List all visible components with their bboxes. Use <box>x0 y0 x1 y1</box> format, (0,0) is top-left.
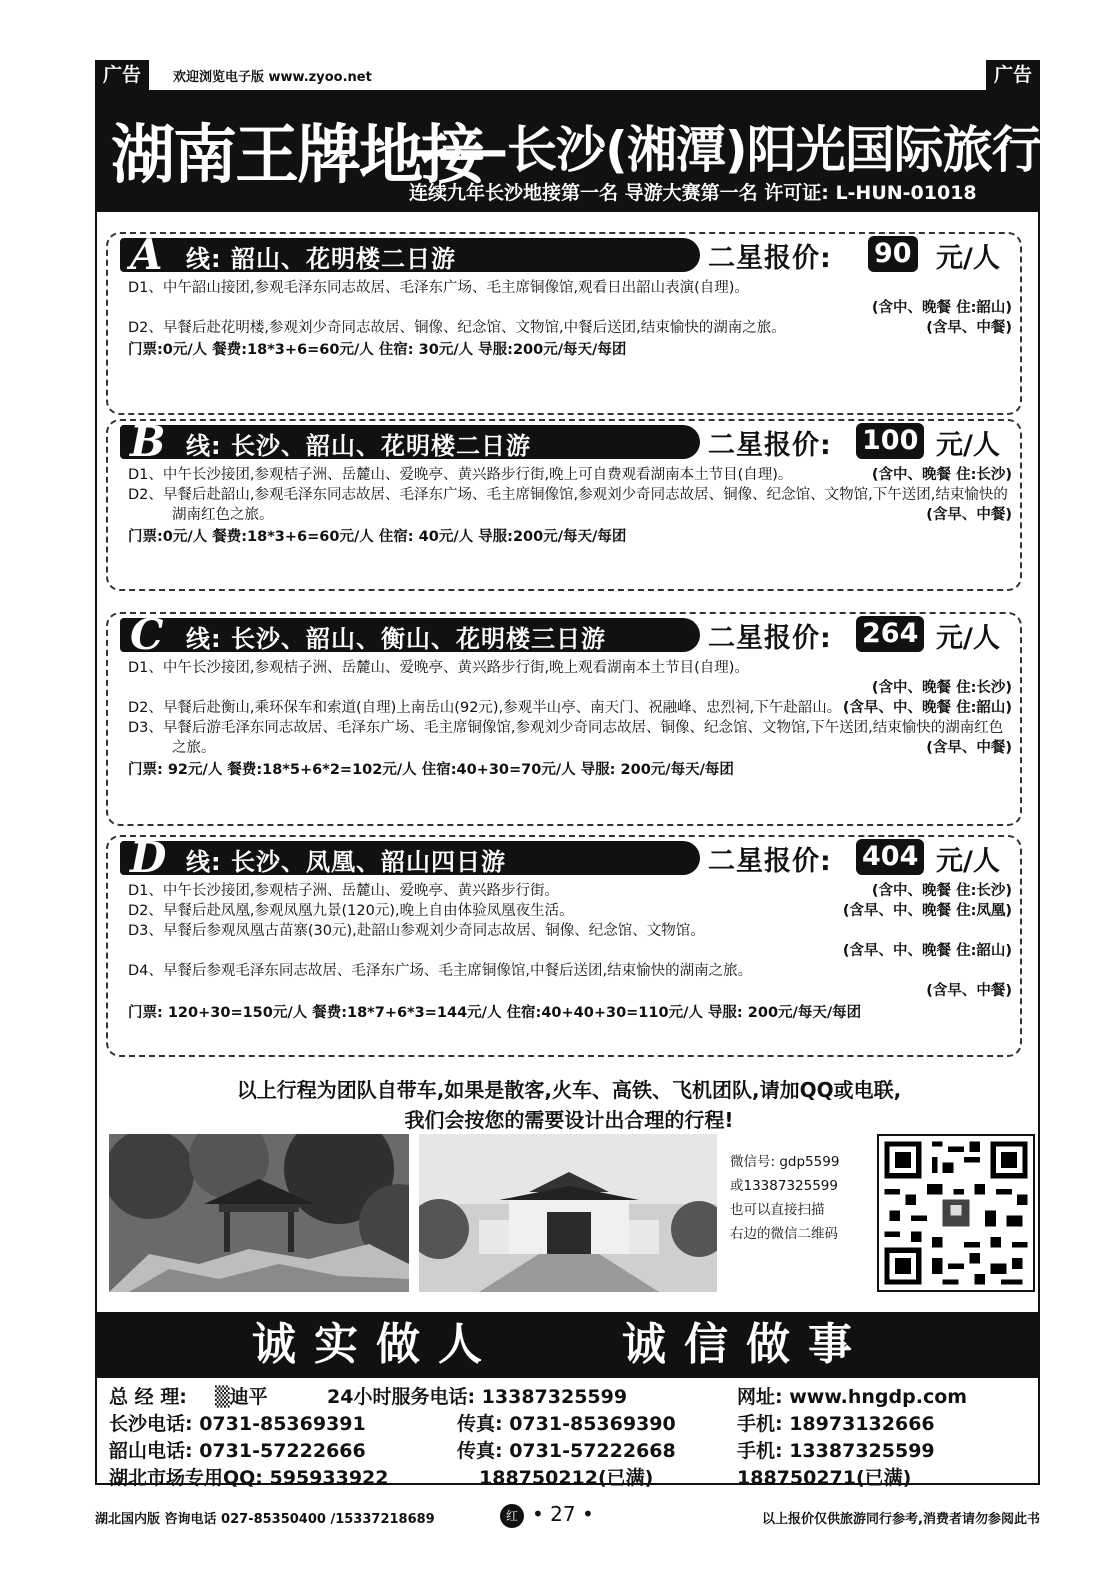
footer-right: 以上报价仅供旅游同行参考,消费者请勿参阅此书 <box>762 1512 1040 1527</box>
motto-left: 诚实做人 <box>252 1319 500 1370</box>
qq-second: 188750212(已满) <box>479 1467 654 1489</box>
wechat-qr-code-icon <box>877 1134 1035 1292</box>
agency-name: ——长沙(湘潭)阳光国际旅行社 <box>409 121 1090 179</box>
wechat-hint-2: 右边的微信二维码 <box>730 1226 838 1242</box>
route-d <box>106 835 1022 1057</box>
website-link[interactable]: 网址: www.hngdp.com <box>737 1386 968 1408</box>
day-item: D1、中午长沙接团,参观桔子洲、岳麓山、爱晚亭、黄兴路步行街。 (含中、晚餐 住:长沙) <box>128 883 1012 899</box>
cost-line: 门票: 120+30=150元/人 餐费:18*7+6*3=144元/人 住宿:40+40+30=110元/人 导服: 200元/每天/每团 <box>128 1005 862 1021</box>
brand-title: 湖南王牌地接 <box>111 119 483 193</box>
gm-label: 总 经 理: <box>109 1386 187 1408</box>
day-item: D1、中午长沙接团,参观桔子洲、岳麓山、爱晚亭、黄兴路步行街,晚上可自费观看湖南本土节目(自理)。 (含中、晚餐 住:长沙) <box>128 467 1012 483</box>
shaoshan-tel: 韶山电话: 0731-57222666 <box>109 1440 366 1462</box>
route-header <box>108 610 1020 659</box>
price-label: 二星报价: <box>708 846 832 877</box>
wechat-info <box>730 1150 880 1246</box>
page-number: 红 • 27 • <box>500 1502 594 1528</box>
header-banner <box>97 92 1090 212</box>
gm-name: ▒迪平 <box>215 1386 268 1408</box>
wechat-hint-1: 也可以直接扫描 <box>730 1202 825 1218</box>
shaoshan-mobile: 手机: 13387325599 <box>737 1440 935 1462</box>
changsha-tel: 长沙电话: 0731-85369391 <box>109 1413 366 1435</box>
motto-banner <box>97 1312 1038 1378</box>
motto-right: 诚信做事 <box>622 1319 870 1370</box>
route-header <box>108 833 1020 882</box>
day-item: D2、早餐后赴韶山,参观毛泽东同志故居、毛泽东广场、毛主席铜像馆,参观刘少奇同志故居、铜像、纪念馆、文物馆,下午送团,结束愉快的湖南红色之旅。 (含早、中餐) <box>128 487 1012 523</box>
price-value: 90 <box>868 236 918 272</box>
contact-row <box>109 1409 1029 1436</box>
route-title-bar <box>120 610 700 659</box>
route-b <box>106 419 1022 591</box>
price-unit: 元/人 <box>936 846 1000 877</box>
route-letter: B <box>130 417 166 466</box>
notice-line-2: 我们会按您的需要设计出合理的行程! <box>404 1108 734 1132</box>
price-unit: 元/人 <box>936 430 1000 461</box>
route-title: 线: 韶山、花明楼二日游 <box>186 245 456 273</box>
shaoshan-fax: 传真: 0731-57222668 <box>457 1440 676 1462</box>
qq-main: 湖北市场专用QQ: 595933922 <box>109 1467 389 1489</box>
price-label: 二星报价: <box>708 623 832 654</box>
route-header <box>108 417 1020 466</box>
cost-line: 门票: 92元/人 餐费:18*5+6*2=102元/人 住宿:40+30=70元/人 导服: 200元/每天/每团 <box>128 762 734 778</box>
ad-tag-left: 广告 <box>95 60 149 90</box>
route-body <box>128 658 1012 780</box>
route-body <box>128 465 1012 547</box>
price-label: 二星报价: <box>708 430 832 461</box>
route-title-bar <box>120 417 700 466</box>
day-item: D1、中午长沙接团,参观桔子洲、岳麓山、爱晚亭、黄兴路步行街,晚上观看湖南本土节目(自理)。 (含中、晚餐 住:长沙) <box>128 660 1012 696</box>
pavilion-illustration <box>109 1134 409 1292</box>
price-value: 404 <box>856 839 924 875</box>
price-label: 二星报价: <box>708 243 832 274</box>
changsha-mobile: 手机: 18973132666 <box>737 1413 935 1435</box>
route-letter: A <box>130 230 163 279</box>
top-strip <box>95 60 1040 90</box>
notice-line-1: 以上行程为团队自带车,如果是散客,火车、高铁、飞机团队,请加QQ或电联, <box>236 1078 902 1102</box>
memorial-hall-illustration <box>419 1134 717 1292</box>
hotline: 24小时服务电话: 13387325599 <box>327 1386 628 1408</box>
wechat-phone: 或13387325599 <box>730 1178 838 1194</box>
route-title-bar <box>120 230 700 279</box>
route-body <box>128 881 1012 1023</box>
price-unit: 元/人 <box>936 243 1000 274</box>
day-item: D2、早餐后赴衡山,乘环保车和索道(自理)上南岳山(92元),参观半山亭、南天门、祝融峰、忠烈祠,下午赴韶山。 (含早、中、晚餐 住:韶山) <box>128 700 1012 716</box>
welcome-text: 欢迎浏览电子版 www.zyoo.net <box>173 70 372 85</box>
route-header <box>108 230 1020 279</box>
day-item: D2、早餐后赴花明楼,参观刘少奇同志故居、铜像、纪念馆、文物馆,中餐后送团,结束愉快的湖南之旅。 (含早、中餐) <box>128 320 1012 336</box>
route-body <box>128 278 1012 360</box>
tagline: 连续九年长沙地接第一名 导游大赛第一名 许可证: L-HUN-01018 <box>409 182 977 204</box>
day-item: D3、早餐后游毛泽东同志故居、毛泽东广场、毛主席铜像馆,参观刘少奇同志故居、铜像、纪念馆、文物馆,下午送团,结束愉快的湖南红色之旅。 (含早、中餐) <box>128 720 1012 756</box>
route-title: 线: 长沙、凤凰、韶山四日游 <box>186 848 506 876</box>
wechat-id: 微信号: gdp5599 <box>730 1154 840 1170</box>
footer-left: 湖北国内版 咨询电话 027-85350400 /15337218689 <box>95 1512 435 1527</box>
qr-pattern <box>879 1136 1033 1290</box>
memorial-hall-photo <box>419 1134 717 1292</box>
contact-row <box>109 1436 1029 1463</box>
route-title: 线: 长沙、韶山、花明楼二日游 <box>186 432 531 460</box>
pavilion-photo <box>109 1134 409 1292</box>
day-item: D1、中午韶山接团,参观毛泽东同志故居、毛泽东广场、毛主席铜像馆,观看日出韶山表演(自理)。 (含中、晚餐 住:韶山) <box>128 280 1012 316</box>
contact-row <box>109 1463 1029 1490</box>
route-title: 线: 长沙、韶山、衡山、花明楼三日游 <box>186 625 606 653</box>
cost-line: 门票:0元/人 餐费:18*3+6=60元/人 住宿: 30元/人 导服:200元/每天/每团 <box>128 342 627 358</box>
route-c <box>106 612 1022 826</box>
price-value: 264 <box>856 616 924 652</box>
ad-tag-right: 广告 <box>986 60 1040 90</box>
hong-badge-icon: 红 <box>500 1504 524 1528</box>
qq-third: 188750271(已满) <box>737 1467 912 1489</box>
day-item: D4、早餐后参观毛泽东同志故居、毛泽东广场、毛主席铜像馆,中餐后送团,结束愉快的湖南之旅。 (含早、中餐) <box>128 963 1012 999</box>
route-letter: C <box>130 610 164 659</box>
price-unit: 元/人 <box>936 623 1000 654</box>
ad-frame <box>95 90 1090 1489</box>
day-item: D3、早餐后参观凤凰古苗寨(30元),赴韶山参观刘少奇同志故居、铜像、纪念馆、文物馆。 (含早、中、晚餐 住:韶山) <box>128 923 1012 959</box>
changsha-fax: 传真: 0731-85369390 <box>457 1413 676 1435</box>
page-footer <box>95 1500 1040 1530</box>
day-item: D2、早餐后赴凤凰,参观凤凰九景(120元),晚上自由体验凤凰夜生活。 (含早、中、晚餐 住:凤凰) <box>128 903 1012 919</box>
contact-row <box>109 1382 1029 1409</box>
cost-line: 门票:0元/人 餐费:18*3+6=60元/人 住宿: 40元/人 导服:200元/每天/每团 <box>128 529 627 545</box>
route-title-bar <box>120 833 700 882</box>
route-a <box>106 232 1022 415</box>
route-letter: D <box>130 833 167 882</box>
price-value: 100 <box>856 423 924 459</box>
